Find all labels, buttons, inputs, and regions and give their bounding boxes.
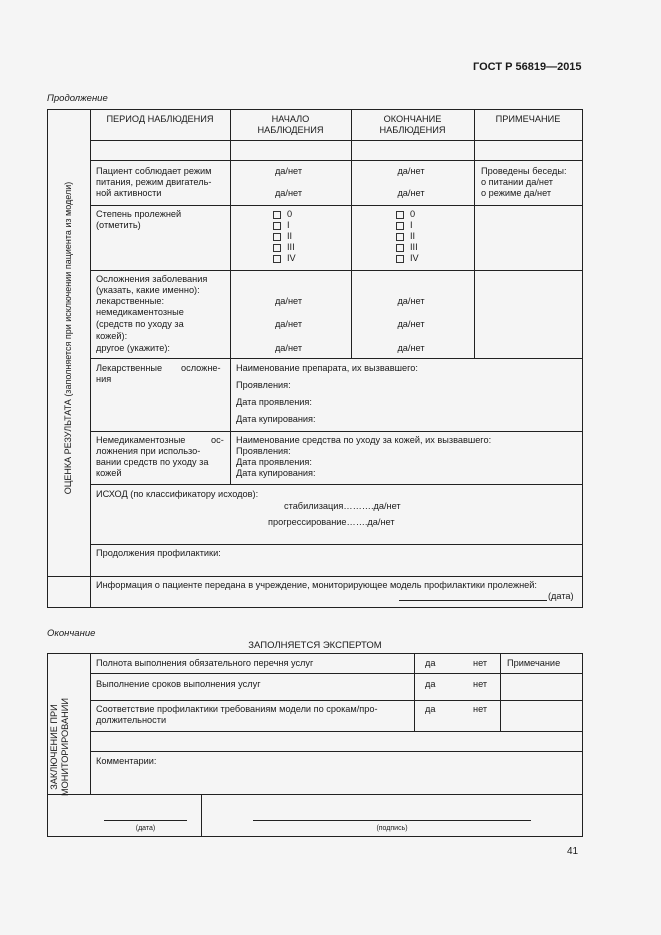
stage-2-start-label: II <box>287 231 293 241</box>
row-regime-label-1: Пациент соблюдает режим <box>96 166 212 176</box>
row-regime-label-2: питания, режим двигатель- <box>96 177 212 187</box>
outcome-label: ИСХОД (по классификатору исходов): <box>96 489 259 499</box>
col-header-start-line1: НАЧАЛО <box>271 114 310 124</box>
expert-row-3-label-1: Соответствие профилактики требованиям модели по срокам/про- <box>96 704 378 714</box>
row-regime-end-1: да/нет <box>397 166 425 176</box>
prevention-continuation-label: Продолжения профилактики: <box>96 548 221 558</box>
stage-1-end-checkbox[interactable] <box>396 222 404 230</box>
info-transfer-text: Информация о пациенте передана в учреждение, мониторирующее модель профилактики пролежней: <box>96 580 537 590</box>
row-nondrug-label-3: вании средств по уходу за <box>96 457 209 467</box>
row-nondrug-line-3: Дата проявления: <box>236 457 312 467</box>
signature-caption: (подпись) <box>376 825 408 832</box>
stage-3-end-label: III <box>410 242 418 252</box>
col-header-note: ПРИМЕЧАНИЕ <box>495 114 561 124</box>
monitoring-label-line-1: ЗАКЛЮЧЕНИЕ ПРИ <box>49 704 59 790</box>
expert-row-1-label: Полнота выполнения обязательного перечня услуг <box>96 658 314 668</box>
result-evaluation-vertical-label: ОЦЕНКА РЕЗУЛЬТАТА (заполняется при исключении пациента из модели) <box>63 181 73 495</box>
expert-row-1-no[interactable]: нет <box>473 658 488 668</box>
row-compl-label-5: (средств по уходу за <box>96 319 184 329</box>
ending-label: Окончание <box>47 628 96 639</box>
row-regime-end-2: да/нет <box>397 188 425 198</box>
stage-3-start-label: III <box>287 242 295 252</box>
comments-label: Комментарии: <box>96 756 157 766</box>
compl-other-start: да/нет <box>274 343 303 353</box>
continuation-label: Продолжение <box>47 93 108 104</box>
col-header-period: ПЕРИОД НАБЛЮДЕНИЯ <box>106 114 214 124</box>
outcome-stabilization: стабилизация……….да/нет <box>284 501 401 511</box>
compl-other-end: да/нет <box>397 343 425 353</box>
row-drug-line-1: Наименование препарата, их вызвавшего: <box>236 363 418 373</box>
monitoring-conclusion-vertical-label <box>49 677 71 817</box>
info-transfer-date: (дата) <box>548 591 574 601</box>
row-nondrug-label-1: Немедикаментозные <box>96 435 186 445</box>
stage-2-start-checkbox[interactable] <box>273 233 281 241</box>
row-drug-line-4: Дата купирования: <box>236 414 316 424</box>
expert-title: ЗАПОЛНЯЕТСЯ ЭКСПЕРТОМ <box>248 640 382 651</box>
page-number: 41 <box>567 846 579 857</box>
expert-row-3-no[interactable]: нет <box>473 704 488 714</box>
compl-drug-start: да/нет <box>274 296 303 306</box>
row-compl-label-1: Осложнения заболевания <box>96 274 208 284</box>
stage-0-start-label: 0 <box>287 209 293 219</box>
row-compl-label-4: немедикаментозные <box>96 307 184 317</box>
stage-1-start-checkbox[interactable] <box>273 222 281 230</box>
compl-nondrug-start: да/нет <box>274 319 303 329</box>
row-drug-line-2: Проявления: <box>236 380 291 390</box>
expert-row-2-label: Выполнение сроков выполнения услуг <box>96 679 261 689</box>
expert-row-3-label-2: должительности <box>96 715 167 725</box>
row-compl-label-2: (указать, какие именно): <box>96 285 200 295</box>
row-compl-label-7: другое (укажите): <box>96 343 170 353</box>
row-drug-line-3: Дата проявления: <box>236 397 312 407</box>
stage-4-start-checkbox[interactable] <box>273 255 281 263</box>
row-nondrug-line-4: Дата купирования: <box>236 468 316 478</box>
row-drug-label-1b: осложне- <box>181 363 221 373</box>
stage-4-end-checkbox[interactable] <box>396 255 404 263</box>
stage-2-end-label: II <box>410 231 416 241</box>
row-compl-label-6: кожей): <box>96 331 128 341</box>
row-regime-note-3: о режиме да/нет <box>481 188 552 198</box>
stage-0-start-checkbox[interactable] <box>273 211 281 219</box>
stage-3-end-checkbox[interactable] <box>396 244 404 252</box>
outcome-progression: прогрессирование…….да/нет <box>268 517 395 527</box>
col-header-end-line1: ОКОНЧАНИЕ <box>383 114 442 124</box>
row-regime-start-2: да/нет <box>274 188 303 198</box>
expert-row-2-no[interactable]: нет <box>473 679 488 689</box>
row-stage-label-1: Степень пролежней <box>96 209 182 219</box>
row-nondrug-label-1b: ос- <box>211 435 224 445</box>
stage-2-end-checkbox[interactable] <box>396 233 404 241</box>
compl-drug-end: да/нет <box>397 296 425 306</box>
row-regime-note-1: Проведены беседы: <box>481 166 567 176</box>
document-code: ГОСТ Р 56819—2015 <box>473 61 582 73</box>
stage-0-end-label: 0 <box>410 209 416 219</box>
stage-0-end-checkbox[interactable] <box>396 211 404 219</box>
row-regime-start-1: да/нет <box>274 166 303 176</box>
date-caption: (дата) <box>135 825 156 832</box>
row-nondrug-line-2: Проявления: <box>236 446 291 456</box>
row-nondrug-label-4: кожей <box>96 468 122 478</box>
row-nondrug-label-2: ложнения при использо- <box>96 446 201 456</box>
stage-1-end-label: I <box>410 220 413 230</box>
expert-note-header: Примечание <box>507 658 561 668</box>
row-compl-label-3: лекарственные: <box>96 296 165 306</box>
expert-row-2-yes[interactable]: да <box>425 679 436 689</box>
expert-row-1-yes[interactable]: да <box>425 658 436 668</box>
stage-1-start-label: I <box>287 220 290 230</box>
col-header-end-line2: НАБЛЮДЕНИЯ <box>379 125 446 135</box>
stage-4-start-label: IV <box>287 253 296 263</box>
row-regime-note-2: о питании да/нет <box>481 177 553 187</box>
row-regime-label-3: ной активности <box>96 188 162 198</box>
col-header-start-line2: НАБЛЮДЕНИЯ <box>257 125 324 135</box>
row-stage-label-2: (отметить) <box>96 220 141 230</box>
stage-4-end-label: IV <box>410 253 419 263</box>
row-drug-label-2: ния <box>96 374 112 384</box>
row-drug-label-1: Лекарственные <box>96 363 163 373</box>
row-nondrug-line-1: Наименование средства по уходу за кожей, их вызвавшего: <box>236 435 492 445</box>
monitoring-label-line-2: МОНИТОРИРОВАНИИ <box>60 698 70 796</box>
stage-3-start-checkbox[interactable] <box>273 244 281 252</box>
expert-row-3-yes[interactable]: да <box>425 704 436 714</box>
compl-nondrug-end: да/нет <box>397 319 425 329</box>
